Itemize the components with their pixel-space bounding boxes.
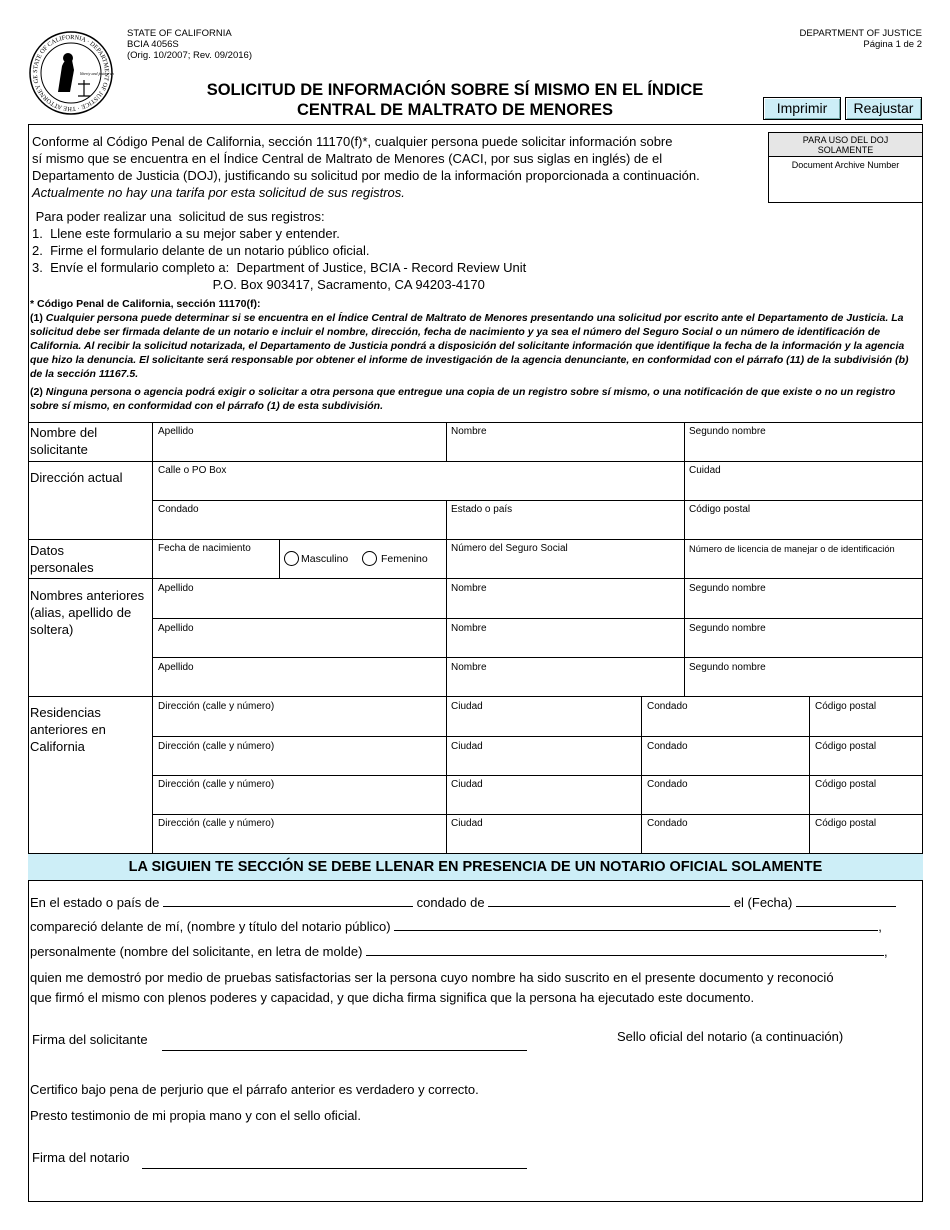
grid-line — [446, 422, 447, 461]
former-county-3[interactable]: Condado — [647, 779, 688, 790]
male-radio[interactable] — [284, 551, 299, 566]
dob-field[interactable]: Fecha de nacimiento — [158, 543, 251, 554]
notary-signature-label: Firma del notario — [32, 1150, 130, 1165]
revision-label: (Orig. 10/2007; Rev. 09/2016) — [127, 50, 252, 61]
intro-text: Conforme al Código Penal de California, sección 11170(f)*, cualquier persona puede solicitar información sobre sí mismo que se encuentra en el Índice Central de Maltrato de Menores (CACI, por sus siglas en inglés) de el Departamento de Justicia (DOJ), justificando su solicitud por medio de la información proporcionada a continuación. Actualmente no hay una tarifa por esta solicitud de sus registros. — [32, 134, 700, 200]
former-city-4[interactable]: Ciudad — [451, 818, 483, 829]
former-street-1[interactable]: Dirección (calle y número) — [158, 701, 275, 712]
grid-line — [28, 461, 923, 462]
print-button[interactable]: Imprimir — [763, 97, 841, 120]
applicant-printed-name-field[interactable] — [366, 944, 884, 956]
former-county-1[interactable]: Condado — [647, 701, 688, 712]
license-field[interactable]: Número de licencia de manejar o de identificación — [689, 544, 895, 554]
former-zip-4[interactable]: Código postal — [815, 818, 877, 829]
notary-section-banner: LA SIGUIEN TE SECCIÓN SE DEBE LLENAR EN PRESENCIA DE UN NOTARIO OFICIAL SOLAMENTE — [28, 853, 923, 881]
applicant-signature-label: Firma del solicitante — [32, 1032, 148, 1047]
grid-line — [152, 422, 153, 853]
reset-button[interactable]: Reajustar — [845, 97, 922, 120]
former-city-3[interactable]: Ciudad — [451, 779, 483, 790]
grid-line — [152, 736, 923, 737]
instructions: Para poder realizar una solicitud de sus registros: 1. Llene este formulario a su mejor saber y entender. 2. Firme el formulario delante de un notario público oficial. 3. Envíe el formulario completo a: Department of Justice, BCIA - Record Review Unit P.O. Box 903417, Sacramento, CA 94203-4170 — [32, 209, 527, 292]
header-left — [127, 28, 252, 61]
female-radio[interactable] — [362, 551, 377, 566]
header-right — [800, 28, 922, 50]
former-middle-name-2[interactable]: Segundo nombre — [689, 623, 766, 634]
grid-line — [684, 578, 685, 696]
notary-signature-line[interactable] — [142, 1168, 527, 1169]
witness-text: Presto testimonio de mi propia mano y con el sello oficial. — [30, 1108, 361, 1123]
former-county-4[interactable]: Condado — [647, 818, 688, 829]
male-label: Masculino — [301, 553, 349, 565]
first-name-field[interactable]: Nombre — [451, 426, 487, 437]
former-first-name-1[interactable]: Nombre — [451, 583, 487, 594]
notary-state-field[interactable] — [163, 895, 413, 907]
state-country-field[interactable]: Estado o país — [451, 504, 513, 515]
personal-data-label: Datos personales — [30, 543, 94, 575]
former-middle-name-3[interactable]: Segundo nombre — [689, 662, 766, 673]
svg-text:liberty and justice under law: liberty and justice un — [80, 71, 114, 76]
grid-line — [684, 500, 685, 539]
former-zip-1[interactable]: Código postal — [815, 701, 877, 712]
notary-name-title-field[interactable] — [394, 919, 878, 931]
middle-name-field[interactable]: Segundo nombre — [689, 426, 766, 437]
former-city-2[interactable]: Ciudad — [451, 741, 483, 752]
female-label: Femenino — [381, 553, 428, 565]
grid-line — [446, 500, 447, 539]
former-street-4[interactable]: Dirección (calle y número) — [158, 818, 275, 829]
former-first-name-2[interactable]: Nombre — [451, 623, 487, 634]
last-name-field[interactable]: Apellido — [158, 426, 194, 437]
notary-seal-label: Sello oficial del notario (a continuación) — [617, 1029, 844, 1044]
grid-line — [152, 618, 923, 619]
grid-line — [279, 539, 280, 578]
former-middle-name-1[interactable]: Segundo nombre — [689, 583, 766, 594]
former-street-2[interactable]: Dirección (calle y número) — [158, 741, 275, 752]
grid-line — [684, 461, 685, 500]
former-zip-2[interactable]: Código postal — [815, 741, 877, 752]
grid-line — [28, 539, 923, 540]
grid-line — [152, 775, 923, 776]
notary-date-field[interactable] — [796, 895, 896, 907]
former-last-name-2[interactable]: Apellido — [158, 623, 194, 634]
grid-line — [28, 422, 923, 423]
notary-line-state: En el estado o país de condado de el (Fecha) — [30, 894, 920, 911]
former-city-1[interactable]: Ciudad — [451, 701, 483, 712]
page-number: Página 1 de 2 — [863, 39, 922, 50]
grid-line — [28, 696, 923, 697]
county-field[interactable]: Condado — [158, 504, 199, 515]
ssn-field[interactable]: Número del Seguro Social — [451, 543, 568, 554]
state-seal-logo — [28, 30, 114, 116]
former-last-name-3[interactable]: Apellido — [158, 662, 194, 673]
zip-field[interactable]: Código postal — [689, 504, 751, 515]
street-field[interactable]: Calle o PO Box — [158, 465, 227, 476]
former-county-2[interactable]: Condado — [647, 741, 688, 752]
grid-line — [641, 696, 642, 853]
form-number: BCIA 4056S — [127, 39, 179, 50]
grid-line — [28, 578, 923, 579]
state-label: STATE OF CALIFORNIA — [127, 28, 232, 39]
grid-line — [684, 539, 685, 578]
applicant-signature-line[interactable] — [162, 1050, 527, 1051]
grid-line — [152, 500, 923, 501]
former-zip-3[interactable]: Código postal — [815, 779, 877, 790]
former-first-name-3[interactable]: Nombre — [451, 662, 487, 673]
notary-line-appeared: compareció delante de mí, (nombre y título del notario público) , — [30, 919, 882, 934]
department-label: DEPARTMENT OF JUSTICE — [799, 28, 922, 39]
certify-text: Certifico bajo pena de perjurio que el párrafo anterior es verdadero y correcto. — [30, 1082, 479, 1097]
grid-line — [684, 422, 685, 461]
penal-code-text: * Código Penal de California, sección 11170(f): (1) Cualquier persona puede determinar si se encuentra en el Índice Central de Maltrato de Menores presentando una solicitud por escrito ante el Departamento de Justicia. La solicitud debe ser firmada delante de un notario e incluir el nombre, dirección, fecha de nacimiento y ya sea el número del Seguro Social o un número de identificación de California. Al recibir la solicitud notarizada, el Departamento de Justicia pondrá a disposición del solicitante información que identifique la fecha de la información y la agencia que hizo la denuncia. El solicitante será responsable por obtener el informe de investigación de la agencia denunciante, en conformidad con el párrafo (11) de la subdivisión (b) de la sección 11167.5. (2) Ninguna persona o agencia podrá exigir o solicitar a otra persona que entregue una copia de un registro sobre sí mismo, o una notificación de que existe o no un registro sobre sí mismo, en conformidad con el párrafo (1) de esta subdivisión. — [30, 298, 909, 412]
grid-line — [152, 657, 923, 658]
former-street-3[interactable]: Dirección (calle y número) — [158, 779, 275, 790]
notary-proof-text: quien me demostró por medio de pruebas satisfactorias ser la persona cuyo nombre ha sido suscrito en el presente documento y reconoció que firmó el mismo con plenos poderes y capacidad, y que dicha firma significa que la persona ha ejecutado este documento. — [30, 970, 834, 1005]
notary-line-personally: personalmente (nombre del solicitante, en letra de molde) , — [30, 944, 888, 959]
applicant-name-label: Nombre del solicitante — [30, 425, 98, 457]
current-address-label: Dirección actual — [30, 470, 123, 485]
grid-line — [446, 578, 447, 696]
former-residences-label: Residencias anteriores en California — [30, 705, 106, 754]
form-title: SOLICITUD DE INFORMACIÓN SOBRE SÍ MISMO EN EL ÍNDICE CENTRAL DE MALTRATO DE MENORES — [206, 81, 704, 119]
grid-line — [446, 539, 447, 578]
city-field[interactable]: Cuidad — [689, 465, 721, 476]
svg-text:STATE OF CALIFORNIA · DEPARTME: STATE OF CALIFORNIA · DEPARTMENT OF JUSTICE · THE ATTORNEY GE — [31, 33, 111, 113]
grid-line — [152, 814, 923, 815]
former-last-name-1[interactable]: Apellido — [158, 583, 194, 594]
grid-line — [809, 696, 810, 853]
notary-county-field[interactable] — [488, 895, 730, 907]
former-names-label: Nombres anteriores (alias, apellido de soltera) — [30, 588, 145, 637]
doj-use-only-box: PARA USO DEL DOJ SOLAMENTE Document Archive Number — [768, 132, 923, 203]
grid-line — [446, 696, 447, 853]
document-archive-number-label: Document Archive Number — [791, 160, 900, 170]
